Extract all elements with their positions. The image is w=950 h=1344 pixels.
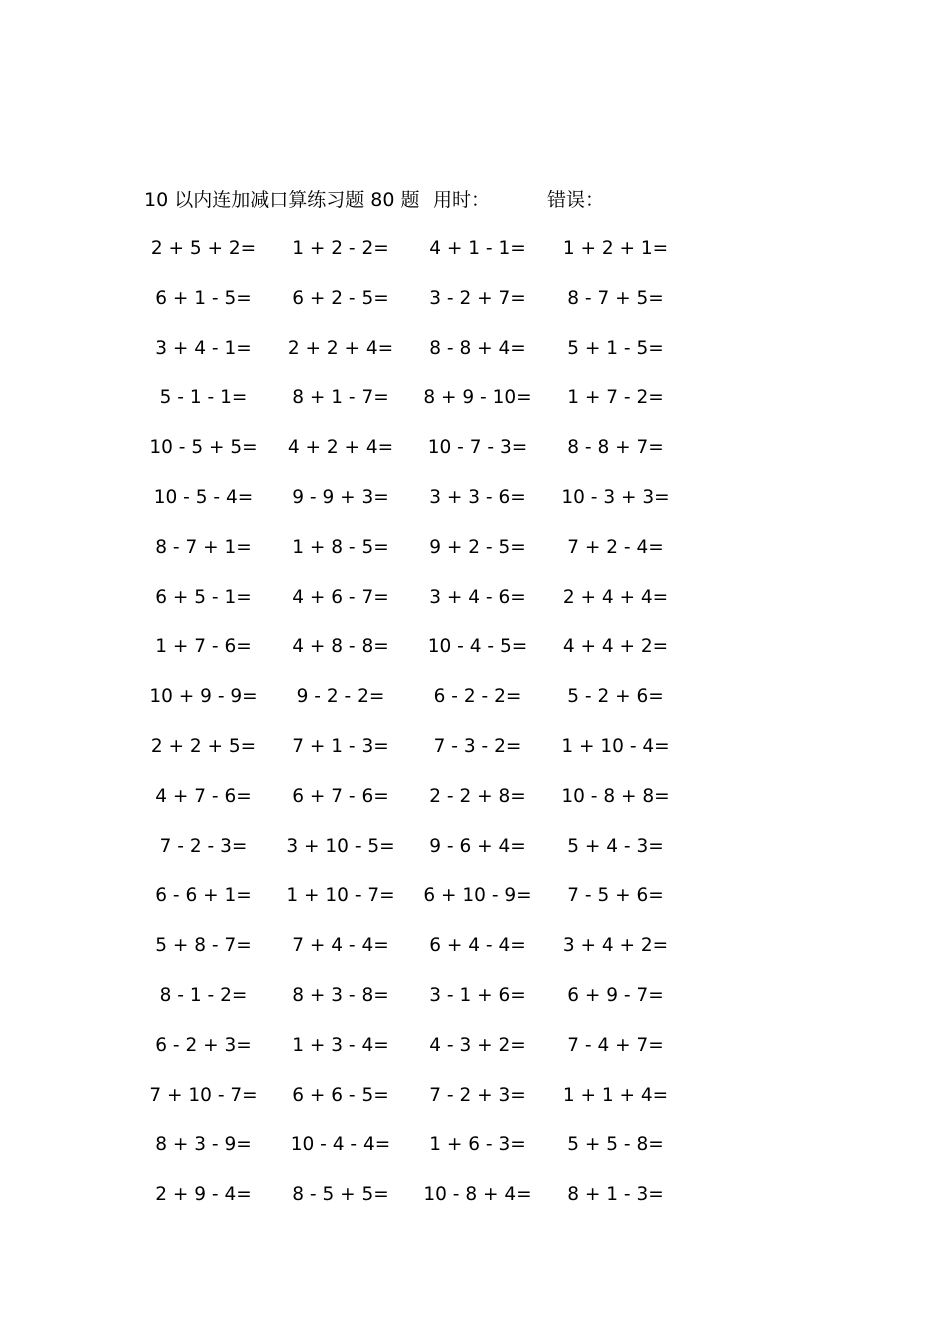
problem-row	[0, 933, 950, 983]
arithmetic-problem: 7 - 4 + 7=	[567, 1034, 664, 1056]
arithmetic-problem: 8 - 5 + 5=	[292, 1184, 389, 1206]
arithmetic-problem: 6 + 4 - 4=	[429, 935, 526, 957]
arithmetic-problem: 6 + 6 - 5=	[292, 1084, 389, 1106]
arithmetic-problem: 1 + 10 - 4=	[561, 735, 670, 757]
worksheet-header	[0, 187, 950, 213]
arithmetic-problem: 4 + 7 - 6=	[155, 785, 252, 807]
arithmetic-problem: 2 + 4 + 4=	[562, 586, 669, 608]
arithmetic-problem: 8 - 1 - 2=	[159, 984, 248, 1006]
arithmetic-problem: 3 + 10 - 5=	[286, 835, 395, 857]
arithmetic-problem: 7 + 10 - 7=	[149, 1084, 258, 1106]
arithmetic-problem: 3 + 3 - 6=	[429, 486, 526, 508]
arithmetic-problem: 10 - 8 + 8=	[561, 785, 670, 807]
arithmetic-problem: 10 + 9 - 9=	[149, 686, 258, 708]
arithmetic-problem: 1 + 7 - 2=	[567, 387, 664, 409]
arithmetic-problem: 5 - 2 + 6=	[567, 686, 664, 708]
arithmetic-problem: 6 - 2 - 2=	[433, 686, 522, 708]
arithmetic-problem: 4 + 2 + 4=	[287, 437, 394, 459]
arithmetic-problem: 3 - 2 + 7=	[429, 287, 526, 309]
arithmetic-problem: 8 + 9 - 10=	[423, 387, 532, 409]
arithmetic-problem: 7 - 3 - 2=	[433, 735, 522, 757]
problem-row	[0, 1132, 950, 1182]
arithmetic-problem: 1 + 2 - 2=	[292, 238, 389, 259]
arithmetic-problem: 7 - 2 - 3=	[159, 835, 248, 857]
arithmetic-problem: 9 + 2 - 5=	[429, 536, 526, 558]
problem-row	[0, 535, 950, 585]
arithmetic-problem: 4 + 6 - 7=	[292, 586, 389, 608]
arithmetic-problem: 2 + 5 + 2=	[150, 238, 257, 259]
arithmetic-problem: 1 + 1 + 4=	[562, 1084, 669, 1106]
problem-row	[0, 336, 950, 386]
arithmetic-problem: 5 + 4 - 3=	[567, 835, 664, 857]
arithmetic-problem: 3 + 4 - 1=	[155, 337, 252, 359]
problem-row	[0, 834, 950, 884]
problem-row	[0, 1182, 950, 1232]
arithmetic-problem: 6 + 7 - 6=	[292, 785, 389, 807]
problem-row	[0, 684, 950, 734]
arithmetic-problem: 7 + 2 - 4=	[567, 536, 664, 558]
arithmetic-problem: 10 - 5 + 5=	[149, 437, 258, 459]
problem-row	[0, 385, 950, 435]
arithmetic-problem: 4 - 3 + 2=	[429, 1034, 526, 1056]
arithmetic-problem: 6 + 1 - 5=	[155, 287, 252, 309]
problem-row	[0, 435, 950, 485]
arithmetic-problem: 2 + 2 + 5=	[150, 735, 257, 757]
problem-row	[0, 485, 950, 535]
problem-row	[0, 1033, 950, 1083]
arithmetic-problem: 8 - 8 + 4=	[429, 337, 526, 359]
arithmetic-problem: 10 - 4 - 5=	[427, 636, 528, 658]
arithmetic-problem: 8 - 8 + 7=	[567, 437, 664, 459]
arithmetic-problem: 8 + 3 - 8=	[292, 984, 389, 1006]
errors-label: 错误：	[547, 189, 605, 211]
problem-grid	[0, 236, 950, 1232]
arithmetic-problem: 8 + 1 - 3=	[567, 1184, 664, 1206]
problem-row	[0, 1083, 950, 1133]
arithmetic-problem: 4 + 4 + 2=	[562, 636, 669, 658]
worksheet-title: 10 以内连加减口算练习题 80 题	[144, 189, 420, 211]
problem-row	[0, 883, 950, 933]
arithmetic-problem: 6 + 10 - 9=	[423, 885, 532, 907]
arithmetic-problem: 9 - 9 + 3=	[292, 486, 389, 508]
arithmetic-problem: 5 + 8 - 7=	[155, 935, 252, 957]
arithmetic-problem: 4 + 8 - 8=	[292, 636, 389, 658]
arithmetic-problem: 6 - 2 + 3=	[155, 1034, 252, 1056]
arithmetic-problem: 8 + 1 - 7=	[292, 387, 389, 409]
arithmetic-problem: 7 + 4 - 4=	[292, 935, 389, 957]
arithmetic-problem: 1 + 7 - 6=	[155, 636, 252, 658]
problem-row	[0, 634, 950, 684]
arithmetic-problem: 1 + 2 + 1=	[562, 238, 669, 259]
arithmetic-problem: 8 - 7 + 5=	[567, 287, 664, 309]
arithmetic-problem: 2 - 2 + 8=	[429, 785, 526, 807]
arithmetic-problem: 2 + 2 + 4=	[287, 337, 394, 359]
arithmetic-problem: 3 + 4 + 2=	[562, 935, 669, 957]
arithmetic-problem: 5 + 1 - 5=	[567, 337, 664, 359]
arithmetic-problem: 6 + 9 - 7=	[567, 984, 664, 1006]
arithmetic-problem: 3 + 4 - 6=	[429, 586, 526, 608]
arithmetic-problem: 1 + 8 - 5=	[292, 536, 389, 558]
arithmetic-problem: 3 - 1 + 6=	[429, 984, 526, 1006]
problem-row	[0, 585, 950, 635]
problem-row	[0, 236, 950, 286]
arithmetic-problem: 10 - 3 + 3=	[561, 486, 670, 508]
arithmetic-problem: 5 - 1 - 1=	[159, 387, 248, 409]
arithmetic-problem: 9 - 6 + 4=	[429, 835, 526, 857]
arithmetic-problem: 8 - 7 + 1=	[155, 536, 252, 558]
arithmetic-problem: 2 + 9 - 4=	[155, 1184, 252, 1206]
time-used-label: 用时：	[433, 189, 491, 211]
arithmetic-problem: 8 + 3 - 9=	[155, 1134, 252, 1156]
arithmetic-problem: 10 - 5 - 4=	[153, 486, 254, 508]
arithmetic-problem: 5 + 5 - 8=	[567, 1134, 664, 1156]
arithmetic-problem: 6 + 2 - 5=	[292, 287, 389, 309]
arithmetic-problem: 7 - 5 + 6=	[567, 885, 664, 907]
problem-row	[0, 983, 950, 1033]
arithmetic-problem: 1 + 10 - 7=	[286, 885, 395, 907]
arithmetic-problem: 10 - 4 - 4=	[290, 1134, 391, 1156]
arithmetic-problem: 4 + 1 - 1=	[429, 238, 526, 259]
arithmetic-problem: 1 + 3 - 4=	[292, 1034, 389, 1056]
problem-row	[0, 286, 950, 336]
arithmetic-problem: 10 - 7 - 3=	[427, 437, 528, 459]
arithmetic-problem: 6 + 5 - 1=	[155, 586, 252, 608]
arithmetic-problem: 10 - 8 + 4=	[423, 1184, 532, 1206]
problem-row	[0, 784, 950, 834]
arithmetic-problem: 7 - 2 + 3=	[429, 1084, 526, 1106]
problem-row	[0, 734, 950, 784]
arithmetic-problem: 9 - 2 - 2=	[296, 686, 385, 708]
arithmetic-problem: 1 + 6 - 3=	[429, 1134, 526, 1156]
arithmetic-problem: 7 + 1 - 3=	[292, 735, 389, 757]
arithmetic-problem: 6 - 6 + 1=	[155, 885, 252, 907]
